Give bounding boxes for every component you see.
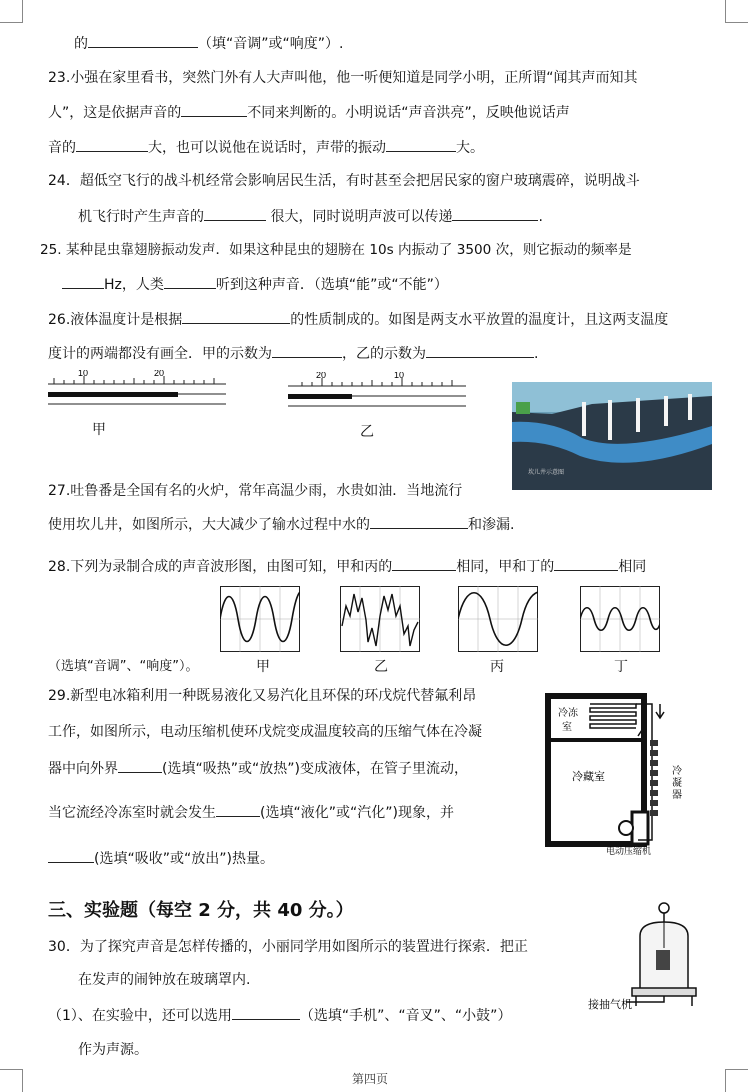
q28-l1-post: 相同: [618, 559, 647, 575]
q25-line-1: 25. 某种昆虫靠翅膀振动发声．如果这种昆虫的翅膀在 10s 内振动了 3500 次，则它振动的频率是: [40, 242, 632, 258]
q28-line-1: [48, 556, 646, 577]
q26-blank-3[interactable]: [426, 343, 534, 358]
q23-line-1: 23.小强在家里看书，突然门外有人大声叫他，他一听便知道是同学小明，正所谓“闻其声而知其: [48, 70, 638, 86]
q22-tail-line: [74, 33, 343, 54]
q27-line-1: 27.吐鲁番是全国有名的火炉，常年高温少雨，水贵如油．当地流行: [48, 483, 463, 499]
q29-blank-1[interactable]: [118, 758, 162, 773]
q22-blank[interactable]: [88, 33, 198, 48]
q29-l4-post: 选填“液化”或“汽化”)现象，并: [265, 805, 454, 821]
q26-l1-pre: 26.液体温度计是根据: [48, 312, 183, 328]
q26-blank-1[interactable]: [182, 309, 290, 324]
fridge-label-condenser-1: 冷: [672, 766, 682, 777]
section-three-title: 三、实验题（每空 2 分，共 40 分。）: [48, 900, 354, 921]
q27-blank[interactable]: [370, 514, 468, 529]
karez-illustration: [512, 382, 712, 490]
crop-mark-top-right: [725, 0, 748, 23]
karez-caption: 坎儿井示意图: [528, 469, 565, 476]
fridge-label-freezer-1: 冷冻: [558, 708, 578, 719]
q26-l1-post: 的性质制成的。如图是两支水平放置的温度计，且这两支温度: [290, 312, 669, 328]
thermometer-jia-label: 甲: [92, 422, 106, 438]
q30-blank-1[interactable]: [232, 1005, 300, 1020]
q26-blank-2[interactable]: [272, 343, 342, 358]
q30-l3-post: （选填“手机”、“音叉”、“小鼓”）: [299, 1008, 512, 1024]
q27-l2-pre: 使用坎儿井，如图所示，大大减少了输水过程中水的: [48, 517, 370, 533]
q28-line-2: （选填“音调”、“响度”）。: [48, 659, 199, 674]
fridge-label-condenser-2: 凝: [672, 778, 682, 789]
thermometer-yi-label: 乙: [360, 424, 374, 440]
thermometer-jia: [48, 370, 228, 410]
q24-blank-1[interactable]: [204, 206, 266, 221]
q29-l5-post: 选填“吸收”或“放出”)热量。: [99, 851, 274, 867]
refrigerator-diagram: [544, 690, 704, 856]
q25-l2-b: 听到这种声音．（选填“能”或“不能”）: [215, 277, 448, 293]
q23-line-2: [48, 102, 570, 123]
q29-l3-post: 选填“吸热”或“放热”)变成液体，在管子里流动，: [167, 761, 468, 777]
bell-jar-pump-label: 接抽气机: [588, 998, 632, 1011]
q23-l3-mid: 大，也可以说他在说话时，声带的振动: [148, 140, 386, 156]
fridge-label-freezer-2: 室: [562, 722, 572, 733]
waveform-yi: [340, 586, 420, 652]
fridge-label-condenser-3: 器: [672, 790, 682, 801]
bell-jar-diagram: [586, 896, 702, 1012]
q29-line-4: 当它流经冷冻室时就会发生 (选填“液化”或“汽化”)现象，并: [48, 802, 454, 823]
q23-l3-pre: 音的: [48, 140, 76, 156]
q26-line-1: [48, 309, 668, 330]
q26-line-2: [48, 343, 538, 364]
q25-blank-2[interactable]: [164, 274, 216, 289]
q29-l4-pre: 当它流经冷冻室时就会发生: [48, 805, 216, 821]
q24-blank-2[interactable]: [452, 206, 538, 221]
waveform-ding: [580, 586, 660, 652]
q30-l3-pre: （1）、在实验中，还可以选用: [48, 1008, 232, 1024]
q25-blank-1[interactable]: [62, 274, 104, 289]
q23-l3-post: 大。: [456, 140, 484, 156]
q27-l2-post: 和渗漏.: [468, 517, 515, 533]
thermometer-yi: [288, 372, 468, 412]
waveform-label-ding: 丁: [614, 659, 628, 675]
crop-mark-bottom-right: [725, 1069, 748, 1092]
thermometer-jia-tick-10: 10: [78, 370, 89, 378]
page-number: 第四页: [352, 1072, 389, 1086]
q24-line-1: 24．超低空飞行的战斗机经常会影响居民生活，有时甚至会把居民家的窗户玻璃震碎，说明战斗: [48, 173, 640, 189]
q28-l1-mid: 相同，甲和丁的: [456, 559, 555, 575]
waveform-bing: [458, 586, 538, 652]
q29-blank-2[interactable]: [216, 802, 260, 817]
q23-blank-3[interactable]: [386, 137, 456, 152]
q28-l1-pre: 28.下列为录制合成的声音波形图，由图可知，甲和丙的: [48, 559, 393, 575]
q30-line-4: 作为声源。: [78, 1042, 148, 1058]
q30-line-1: 30．为了探究声音是怎样传播的，小丽同学用如图所示的装置进行探索．把正: [48, 939, 528, 955]
thermometer-jia-tick-20: 20: [154, 370, 165, 378]
q30-line-3: [48, 1005, 511, 1026]
q30-line-2: 在发声的闹钟放在玻璃罩内.: [78, 972, 251, 988]
fridge-label-compressor: 电动压缩机: [606, 847, 652, 856]
thermometer-yi-tick-10: 10: [394, 372, 405, 380]
waveform-jia: [220, 586, 300, 652]
q24-line-2: [78, 206, 543, 227]
q29-l3-pre: 器中向外界: [48, 761, 118, 777]
q23-blank-2[interactable]: [76, 137, 148, 152]
q29-line-5: (选填“吸收”或“放出”)热量。: [48, 848, 274, 869]
q29-blank-3[interactable]: [48, 848, 94, 863]
q25-l2-a: Hz，人类: [104, 277, 164, 293]
q26-l2-pre: 度计的两端都没有画全．甲的示数为: [48, 346, 272, 362]
q26-l2-mid: ，乙的示数为: [342, 346, 426, 362]
q25-line-2: [62, 274, 448, 295]
q29-line-3: 器中向外界 (选填“吸热”或“放热”)变成液体，在管子里流动，: [48, 758, 468, 779]
crop-mark-bottom-left: [0, 1069, 23, 1092]
q28-blank-1[interactable]: [392, 556, 456, 571]
q27-line-2: [48, 514, 514, 535]
q23-l2-post: 不同来判断的。小明说话“声音洪亮”，反映他说话声: [247, 105, 570, 121]
q24-l2-pre: 机飞行时产生声音的: [78, 209, 204, 225]
q24-l2-mid: 很大，同时说明声波可以传递: [270, 209, 453, 225]
crop-mark-top-left: [0, 0, 23, 23]
thermometer-yi-tick-20: 20: [316, 372, 327, 380]
q29-line-2: 工作，如图所示，电动压缩机使环戊烷变成温度较高的压缩气体在冷凝: [48, 724, 482, 740]
waveform-label-bing: 丙: [490, 659, 504, 675]
q23-l2-pre: 人”，这是依据声音的: [48, 105, 182, 121]
q22-post: （填“音调”或“响度”）.: [198, 36, 344, 52]
q28-blank-2[interactable]: [554, 556, 618, 571]
q23-blank-1[interactable]: [181, 102, 247, 117]
q24-l2-post: .: [538, 209, 543, 225]
q22-pre: 的: [74, 36, 88, 52]
q23-line-3: [48, 137, 484, 158]
waveform-label-jia: 甲: [256, 659, 270, 675]
q26-l2-post: .: [534, 346, 539, 362]
waveform-label-yi: 乙: [374, 659, 388, 675]
q29-line-1: 29.新型电冰箱利用一种既易液化又易汽化且环保的环戊烷代替氟利昂: [48, 688, 477, 704]
fridge-label-fridge: 冷藏室: [572, 770, 605, 783]
